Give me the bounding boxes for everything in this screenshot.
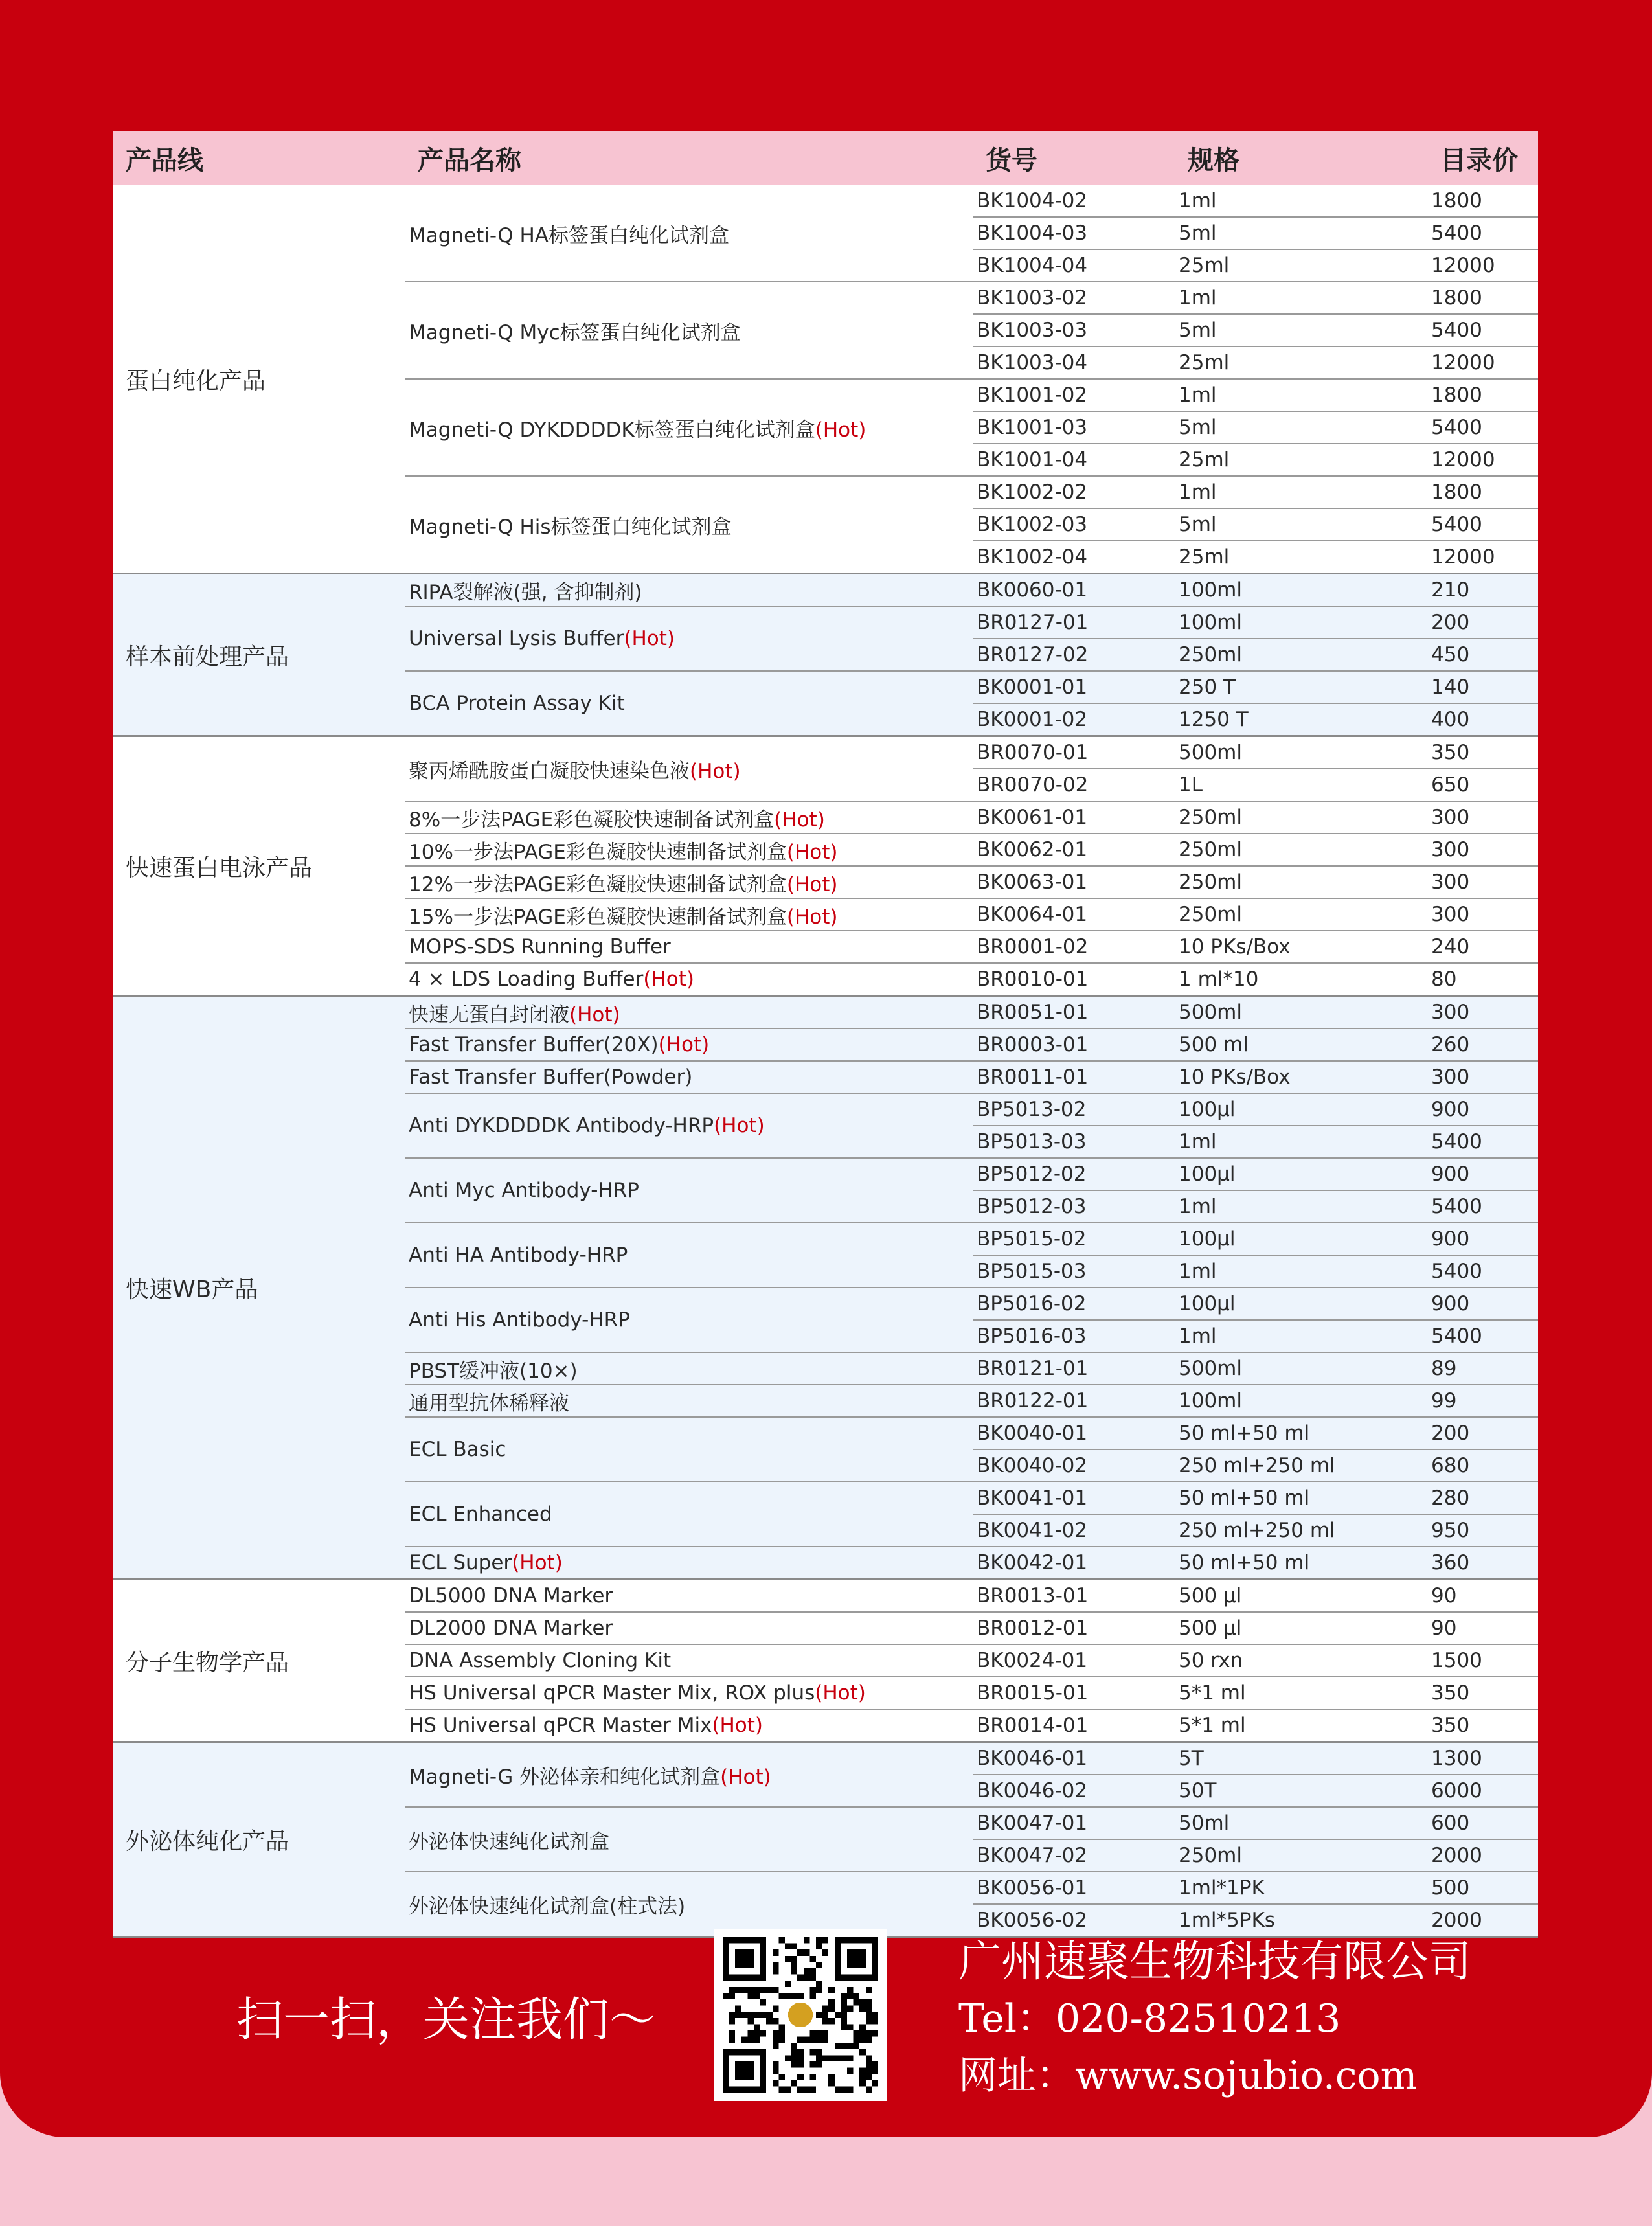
item-code-cell: BR0013-01 <box>973 1580 1175 1613</box>
list-price-cell: 350 <box>1428 1709 1538 1742</box>
product-section <box>113 1580 1538 1742</box>
product-name-cell <box>405 1158 973 1223</box>
product-name: Anti His Antibody-HRP <box>409 1308 630 1332</box>
list-price-cell: 650 <box>1428 769 1538 801</box>
item-code-cell: BK0001-02 <box>973 703 1175 736</box>
follow-us-slogan: 扫一扫，关注我们～ <box>236 1992 657 2047</box>
product-name-cell <box>405 574 973 607</box>
company-contact <box>958 1933 1574 2104</box>
hot-badge: (Hot) <box>643 968 694 991</box>
specification-cell: 5*1 ml <box>1175 1709 1428 1742</box>
company-name: 广州速聚生物科技有限公司 <box>958 1936 1471 1986</box>
item-code-cell: BK0064-01 <box>973 898 1175 931</box>
list-price-cell: 1800 <box>1428 282 1538 314</box>
item-code-cell: BK1004-04 <box>973 249 1175 282</box>
product-name: 15%一步法PAGE彩色凝胶快速制备试剂盒 <box>409 905 787 929</box>
item-code-cell: BK0041-01 <box>973 1482 1175 1514</box>
product-name-cell <box>405 1352 973 1385</box>
product-name-cell <box>405 1288 973 1352</box>
product-name-cell <box>405 1385 973 1417</box>
specification-cell: 1ml <box>1175 1320 1428 1352</box>
product-name: BCA Protein Assay Kit <box>409 692 625 715</box>
product-line-cell: 蛋白纯化产品 <box>113 185 405 574</box>
item-code-cell: BR0127-01 <box>973 606 1175 639</box>
product-name: Anti Myc Antibody-HRP <box>409 1179 639 1202</box>
product-name-cell <box>405 606 973 671</box>
product-line-cell: 样本前处理产品 <box>113 574 405 736</box>
specification-cell: 1ml <box>1175 282 1428 314</box>
header-product-line: 产品线 <box>113 131 405 185</box>
list-price-cell: 2000 <box>1428 1904 1538 1937</box>
specification-cell: 250ml <box>1175 639 1428 671</box>
list-price-cell: 12000 <box>1428 249 1538 282</box>
specification-cell: 5T <box>1175 1742 1428 1775</box>
list-price-cell: 1800 <box>1428 379 1538 411</box>
header-list-price: 目录价 <box>1428 131 1538 185</box>
item-code-cell: BP5012-03 <box>973 1190 1175 1223</box>
item-code-cell: BK0056-01 <box>973 1872 1175 1904</box>
list-price-cell: 600 <box>1428 1807 1538 1839</box>
product-name-cell <box>405 476 973 574</box>
specification-cell: 100ml <box>1175 1385 1428 1417</box>
product-name-cell <box>405 801 973 834</box>
product-name-cell <box>405 185 973 282</box>
specification-cell: 100μl <box>1175 1223 1428 1255</box>
specification-cell: 500 ml <box>1175 1028 1428 1061</box>
hot-badge: (Hot) <box>712 1714 764 1737</box>
item-code-cell: BK1001-02 <box>973 379 1175 411</box>
item-code-cell: BP5015-02 <box>973 1223 1175 1255</box>
company-phone: Tel：020-82510213 <box>958 1996 1341 2041</box>
specification-cell: 500ml <box>1175 736 1428 769</box>
hot-badge: (Hot) <box>815 1681 866 1705</box>
qr-code-icon <box>723 1937 878 2093</box>
product-name: 通用型抗体稀释液 <box>409 1391 569 1415</box>
item-code-cell: BK1002-02 <box>973 476 1175 508</box>
specification-cell: 1 ml*10 <box>1175 963 1428 996</box>
product-section <box>113 736 1538 996</box>
hot-badge: (Hot) <box>658 1033 710 1056</box>
specification-cell: 25ml <box>1175 249 1428 282</box>
list-price-cell: 99 <box>1428 1385 1538 1417</box>
specification-cell: 25ml <box>1175 444 1428 476</box>
product-name: 快速无蛋白封闭液 <box>409 1003 569 1027</box>
specification-cell: 50 ml+50 ml <box>1175 1482 1428 1514</box>
item-code-cell: BK1001-04 <box>973 444 1175 476</box>
specification-cell: 1250 T <box>1175 703 1428 736</box>
specification-cell: 250ml <box>1175 898 1428 931</box>
list-price-cell: 280 <box>1428 1482 1538 1514</box>
item-code-cell: BK0040-01 <box>973 1417 1175 1449</box>
qr-code[interactable] <box>714 1929 887 2101</box>
list-price-cell: 89 <box>1428 1352 1538 1385</box>
hot-badge: (Hot) <box>720 1765 771 1789</box>
specification-cell: 250 ml+250 ml <box>1175 1449 1428 1482</box>
product-name: Magneti-Q Myc标签蛋白纯化试剂盒 <box>409 321 741 345</box>
list-price-cell: 5400 <box>1428 1255 1538 1288</box>
specification-cell: 250 T <box>1175 671 1428 703</box>
header-product-name: 产品名称 <box>405 131 973 185</box>
product-name-cell <box>405 996 973 1029</box>
list-price-cell: 240 <box>1428 931 1538 963</box>
product-name: Magneti-Q His标签蛋白纯化试剂盒 <box>409 515 732 539</box>
item-code-cell: BK0040-02 <box>973 1449 1175 1482</box>
list-price-cell: 360 <box>1428 1547 1538 1580</box>
item-code-cell: BK1002-03 <box>973 508 1175 541</box>
list-price-cell: 5400 <box>1428 411 1538 444</box>
list-price-cell: 90 <box>1428 1580 1538 1613</box>
item-code-cell: BK0062-01 <box>973 834 1175 866</box>
item-code-cell: BR0015-01 <box>973 1677 1175 1709</box>
table-header-row <box>113 131 1538 185</box>
product-name: ECL Basic <box>409 1438 506 1461</box>
item-code-cell: BP5016-03 <box>973 1320 1175 1352</box>
list-price-cell: 200 <box>1428 606 1538 639</box>
hot-badge: (Hot) <box>512 1551 563 1574</box>
product-name: 4 × LDS Loading Buffer <box>409 968 644 991</box>
product-name-cell <box>405 1742 973 1808</box>
product-name: DNA Assembly Cloning Kit <box>409 1649 672 1672</box>
product-name: PBST缓冲液(10×) <box>409 1359 578 1383</box>
item-code-cell: BK0041-02 <box>973 1514 1175 1547</box>
list-price-cell: 450 <box>1428 639 1538 671</box>
item-code-cell: BR0122-01 <box>973 1385 1175 1417</box>
product-line-cell: 快速WB产品 <box>113 996 405 1580</box>
product-name-cell <box>405 898 973 931</box>
specification-cell: 250ml <box>1175 866 1428 898</box>
specification-cell: 500 μl <box>1175 1612 1428 1644</box>
list-price-cell: 2000 <box>1428 1839 1538 1872</box>
specification-cell: 100ml <box>1175 606 1428 639</box>
item-code-cell: BK0060-01 <box>973 574 1175 607</box>
specification-cell: 5ml <box>1175 217 1428 249</box>
product-name: HS Universal qPCR Master Mix, ROX plus <box>409 1681 815 1705</box>
list-price-cell: 300 <box>1428 898 1538 931</box>
specification-cell: 1L <box>1175 769 1428 801</box>
item-code-cell: BK1001-03 <box>973 411 1175 444</box>
specification-cell: 10 PKs/Box <box>1175 1061 1428 1093</box>
specification-cell: 10 PKs/Box <box>1175 931 1428 963</box>
table-row <box>113 996 1538 1029</box>
list-price-cell: 260 <box>1428 1028 1538 1061</box>
hot-badge: (Hot) <box>714 1114 765 1137</box>
product-name-cell <box>405 1061 973 1093</box>
specification-cell: 1ml <box>1175 1126 1428 1158</box>
list-price-cell: 6000 <box>1428 1775 1538 1807</box>
table-row <box>113 574 1538 607</box>
product-name: Anti HA Antibody-HRP <box>409 1244 628 1267</box>
item-code-cell: BK1004-02 <box>973 185 1175 217</box>
list-price-cell: 140 <box>1428 671 1538 703</box>
specification-cell: 1ml <box>1175 1190 1428 1223</box>
product-name: HS Universal qPCR Master Mix <box>409 1714 712 1737</box>
product-name: ECL Super <box>409 1551 512 1574</box>
product-name: Magneti-G 外泌体亲和纯化试剂盒 <box>409 1765 721 1789</box>
product-name: 12%一步法PAGE彩色凝胶快速制备试剂盒 <box>409 872 787 896</box>
item-code-cell: BK1003-04 <box>973 346 1175 379</box>
item-code-cell: BK0056-02 <box>973 1904 1175 1937</box>
product-name: DL2000 DNA Marker <box>409 1617 613 1640</box>
specification-cell: 1ml*5PKs <box>1175 1904 1428 1937</box>
list-price-cell: 12000 <box>1428 541 1538 574</box>
list-price-cell: 300 <box>1428 1061 1538 1093</box>
product-name: 外泌体快速纯化试剂盒 <box>409 1830 609 1854</box>
product-name: 外泌体快速纯化试剂盒(柱式法) <box>409 1894 686 1918</box>
list-price-cell: 950 <box>1428 1514 1538 1547</box>
header-item-code: 货号 <box>973 131 1175 185</box>
item-code-cell: BR0001-02 <box>973 931 1175 963</box>
specification-cell: 5ml <box>1175 508 1428 541</box>
product-name-cell <box>405 866 973 898</box>
product-name-cell <box>405 834 973 866</box>
product-name-cell <box>405 1709 973 1742</box>
product-name-cell <box>405 931 973 963</box>
product-name-cell <box>405 1807 973 1872</box>
item-code-cell: BP5015-03 <box>973 1255 1175 1288</box>
product-name-cell <box>405 963 973 996</box>
product-name-cell <box>405 1223 973 1288</box>
table-row <box>113 1580 1538 1613</box>
list-price-cell: 500 <box>1428 1872 1538 1904</box>
list-price-cell: 900 <box>1428 1158 1538 1190</box>
specification-cell: 250 ml+250 ml <box>1175 1514 1428 1547</box>
specification-cell: 1ml <box>1175 379 1428 411</box>
specification-cell: 5*1 ml <box>1175 1677 1428 1709</box>
specification-cell: 50 ml+50 ml <box>1175 1417 1428 1449</box>
specification-cell: 5ml <box>1175 314 1428 346</box>
specification-cell: 5ml <box>1175 411 1428 444</box>
specification-cell: 500 μl <box>1175 1580 1428 1613</box>
list-price-cell: 210 <box>1428 574 1538 607</box>
list-price-cell: 200 <box>1428 1417 1538 1449</box>
product-line-cell: 分子生物学产品 <box>113 1580 405 1742</box>
product-name: 聚丙烯酰胺蛋白凝胶快速染色液 <box>409 759 690 783</box>
hot-badge: (Hot) <box>690 759 741 783</box>
specification-cell: 100μl <box>1175 1093 1428 1126</box>
specification-cell: 50 rxn <box>1175 1644 1428 1677</box>
product-name: 10%一步法PAGE彩色凝胶快速制备试剂盒 <box>409 840 787 864</box>
list-price-cell: 900 <box>1428 1223 1538 1255</box>
list-price-cell: 80 <box>1428 963 1538 996</box>
product-name: ECL Enhanced <box>409 1503 552 1526</box>
product-section <box>113 574 1538 736</box>
product-name-cell <box>405 1482 973 1547</box>
list-price-cell: 680 <box>1428 1449 1538 1482</box>
item-code-cell: BP5013-03 <box>973 1126 1175 1158</box>
table-row <box>113 736 1538 769</box>
product-line-cell: 外泌体纯化产品 <box>113 1742 405 1937</box>
specification-cell: 1ml <box>1175 476 1428 508</box>
list-price-cell: 5400 <box>1428 314 1538 346</box>
product-name: Anti DYKDDDDK Antibody-HRP <box>409 1114 714 1137</box>
item-code-cell: BR0011-01 <box>973 1061 1175 1093</box>
list-price-cell: 1800 <box>1428 185 1538 217</box>
list-price-cell: 5400 <box>1428 1320 1538 1352</box>
product-name-cell <box>405 1677 973 1709</box>
item-code-cell: BR0127-02 <box>973 639 1175 671</box>
specification-cell: 500ml <box>1175 1352 1428 1385</box>
item-code-cell: BK0024-01 <box>973 1644 1175 1677</box>
product-name-cell <box>405 1612 973 1644</box>
product-name-cell <box>405 379 973 476</box>
item-code-cell: BP5012-02 <box>973 1158 1175 1190</box>
item-code-cell: BK0042-01 <box>973 1547 1175 1580</box>
product-name: 8%一步法PAGE彩色凝胶快速制备试剂盒 <box>409 808 775 832</box>
product-name-cell <box>405 671 973 736</box>
table-header <box>113 131 1538 185</box>
item-code-cell: BK0001-01 <box>973 671 1175 703</box>
list-price-cell: 5400 <box>1428 217 1538 249</box>
item-code-cell: BR0003-01 <box>973 1028 1175 1061</box>
list-price-cell: 300 <box>1428 834 1538 866</box>
product-price-table <box>113 131 1538 1938</box>
item-code-cell: BR0070-01 <box>973 736 1175 769</box>
list-price-cell: 5400 <box>1428 1126 1538 1158</box>
list-price-cell: 350 <box>1428 1677 1538 1709</box>
specification-cell: 100μl <box>1175 1158 1428 1190</box>
specification-cell: 100μl <box>1175 1288 1428 1320</box>
item-code-cell: BK1004-03 <box>973 217 1175 249</box>
list-price-cell: 400 <box>1428 703 1538 736</box>
item-code-cell: BK0047-02 <box>973 1839 1175 1872</box>
item-code-cell: BK0047-01 <box>973 1807 1175 1839</box>
list-price-cell: 300 <box>1428 866 1538 898</box>
specification-cell: 1ml <box>1175 185 1428 217</box>
specification-cell: 25ml <box>1175 346 1428 379</box>
list-price-cell: 1300 <box>1428 1742 1538 1775</box>
product-name: RIPA裂解液(强, 含抑制剂) <box>409 580 642 604</box>
specification-cell: 100ml <box>1175 574 1428 607</box>
product-name: MOPS-SDS Running Buffer <box>409 935 671 959</box>
item-code-cell: BP5016-02 <box>973 1288 1175 1320</box>
list-price-cell: 900 <box>1428 1288 1538 1320</box>
product-section <box>113 1742 1538 1937</box>
list-price-cell: 1800 <box>1428 476 1538 508</box>
product-name-cell <box>405 1028 973 1061</box>
product-name: Magneti-Q HA标签蛋白纯化试剂盒 <box>409 223 729 247</box>
table-row <box>113 1742 1538 1775</box>
list-price-cell: 12000 <box>1428 346 1538 379</box>
specification-cell: 250ml <box>1175 834 1428 866</box>
product-name: Universal Lysis Buffer <box>409 627 624 650</box>
hot-badge: (Hot) <box>815 418 866 442</box>
item-code-cell: BR0051-01 <box>973 996 1175 1029</box>
hot-badge: (Hot) <box>786 872 838 896</box>
product-section <box>113 185 1538 574</box>
item-code-cell: BR0012-01 <box>973 1612 1175 1644</box>
item-code-cell: BR0121-01 <box>973 1352 1175 1385</box>
hot-badge: (Hot) <box>569 1003 620 1027</box>
product-section <box>113 996 1538 1580</box>
item-code-cell: BK1003-03 <box>973 314 1175 346</box>
list-price-cell: 12000 <box>1428 444 1538 476</box>
header-specification: 规格 <box>1175 131 1428 185</box>
item-code-cell: BK1003-02 <box>973 282 1175 314</box>
hot-badge: (Hot) <box>774 808 825 832</box>
product-name-cell <box>405 736 973 802</box>
product-name-cell <box>405 1093 973 1158</box>
product-name: Fast Transfer Buffer(20X) <box>409 1033 659 1056</box>
item-code-cell: BK0046-01 <box>973 1742 1175 1775</box>
specification-cell: 50T <box>1175 1775 1428 1807</box>
item-code-cell: BK1002-04 <box>973 541 1175 574</box>
list-price-cell: 90 <box>1428 1612 1538 1644</box>
product-name: DL5000 DNA Marker <box>409 1584 613 1607</box>
item-code-cell: BK0061-01 <box>973 801 1175 834</box>
item-code-cell: BP5013-02 <box>973 1093 1175 1126</box>
specification-cell: 250ml <box>1175 1839 1428 1872</box>
list-price-cell: 5400 <box>1428 1190 1538 1223</box>
product-name-cell <box>405 1580 973 1613</box>
company-website: 网址：www.sojubio.com <box>958 2053 1418 2098</box>
specification-cell: 1ml*1PK <box>1175 1872 1428 1904</box>
hot-badge: (Hot) <box>786 905 838 929</box>
item-code-cell: BR0070-02 <box>973 769 1175 801</box>
list-price-cell: 5400 <box>1428 508 1538 541</box>
product-name-cell <box>405 1547 973 1580</box>
product-name-cell <box>405 1417 973 1482</box>
hot-badge: (Hot) <box>786 840 838 864</box>
product-line-cell: 快速蛋白电泳产品 <box>113 736 405 996</box>
specification-cell: 500ml <box>1175 996 1428 1029</box>
product-name-cell <box>405 1644 973 1677</box>
specification-cell: 50ml <box>1175 1807 1428 1839</box>
table-row <box>113 185 1538 217</box>
item-code-cell: BR0010-01 <box>973 963 1175 996</box>
product-name: Fast Transfer Buffer(Powder) <box>409 1065 693 1089</box>
product-name-cell <box>405 1872 973 1937</box>
specification-cell: 25ml <box>1175 541 1428 574</box>
product-name-cell <box>405 282 973 379</box>
list-price-cell: 300 <box>1428 801 1538 834</box>
item-code-cell: BR0014-01 <box>973 1709 1175 1742</box>
list-price-cell: 1500 <box>1428 1644 1538 1677</box>
list-price-cell: 350 <box>1428 736 1538 769</box>
item-code-cell: BK0046-02 <box>973 1775 1175 1807</box>
list-price-cell: 900 <box>1428 1093 1538 1126</box>
specification-cell: 1ml <box>1175 1255 1428 1288</box>
specification-cell: 250ml <box>1175 801 1428 834</box>
specification-cell: 50 ml+50 ml <box>1175 1547 1428 1580</box>
list-price-cell: 300 <box>1428 996 1538 1029</box>
product-name: Magneti-Q DYKDDDDK标签蛋白纯化试剂盒 <box>409 418 815 442</box>
item-code-cell: BK0063-01 <box>973 866 1175 898</box>
hot-badge: (Hot) <box>624 627 675 650</box>
